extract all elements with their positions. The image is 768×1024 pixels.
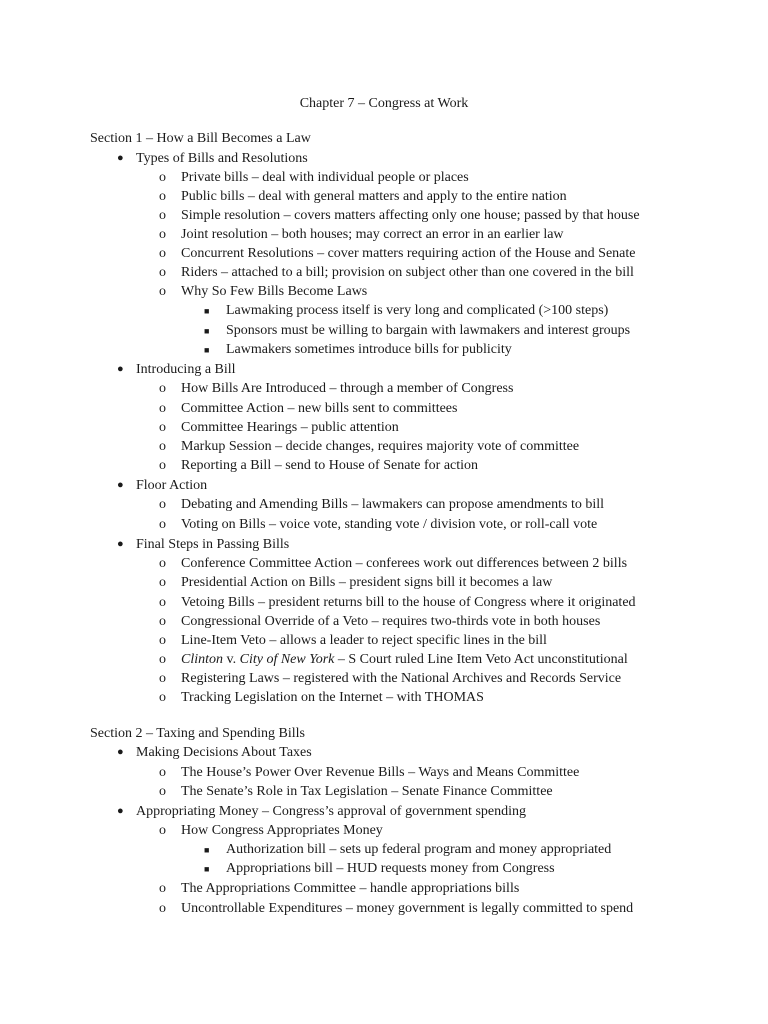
list-item: o Clinton v. City of New York – S Court ruled Line Item Veto Act unconstitutional [159, 652, 628, 667]
list-item: ■ Lawmaking process itself is very long and complicated (>100 steps) [204, 303, 609, 318]
list-item: o Tracking Legislation on the Internet – with THOMAS [159, 690, 484, 705]
list-item: o Reporting a Bill – send to House of Senate for action [159, 458, 479, 473]
list-item: o Registering Laws – registered with the National Archives and Records Service [159, 671, 622, 686]
list-item: o Concurrent Resolutions – cover matters requiring action of the House and Senate [159, 246, 636, 261]
list-item: o Committee Hearings – public attention [159, 420, 399, 435]
list-item: o Congressional Override of a Veto – requires two-thirds vote in both houses [159, 614, 601, 629]
list-item: o Joint resolution – both houses; may correct an error in an earlier law [159, 227, 564, 242]
page-title: Chapter 7 – Congress at Work [299, 96, 469, 111]
list-item: ● Introducing a Bill [117, 362, 236, 377]
section-2-heading: Section 2 – Taxing and Spending Bills [90, 726, 305, 741]
list-item: o The Appropriations Committee – handle appropriations bills [159, 881, 520, 896]
list-item: o Why So Few Bills Become Laws [159, 284, 368, 299]
case-name-city: City of New York [239, 652, 335, 667]
list-item: o The Senate’s Role in Tax Legislation – Senate Finance Committee [159, 784, 553, 799]
list-item: o Uncontrollable Expenditures – money government is legally committed to spend [159, 901, 634, 916]
list-item: o Line-Item Veto – allows a leader to reject specific lines in the bill [159, 633, 547, 648]
list-item: o Private bills – deal with individual people or places [159, 170, 469, 185]
list-item: o Simple resolution – covers matters affecting only one house; passed by that house [159, 208, 640, 223]
list-item: o Vetoing Bills – president returns bill to the house of Congress where it originated [159, 595, 636, 610]
list-item: o The House’s Power Over Revenue Bills – Ways and Means Committee [159, 765, 580, 780]
list-item: o Conference Committee Action – conferees work out differences between 2 bills [159, 556, 628, 571]
list-item: ● Making Decisions About Taxes [117, 745, 312, 760]
list-item: ■ Sponsors must be willing to bargain with lawmakers and interest groups [204, 323, 631, 338]
case-name-clinton: Clinton [181, 652, 224, 667]
list-item: o How Congress Appropriates Money [159, 823, 383, 838]
list-item: o Debating and Amending Bills – lawmakers can propose amendments to bill [159, 497, 605, 512]
list-item: o Presidential Action on Bills – president signs bill it becomes a law [159, 575, 553, 590]
list-item: ■ Lawmakers sometimes introduce bills for publicity [204, 342, 512, 357]
list-item: o Markup Session – decide changes, requires majority vote of committee [159, 439, 580, 454]
list-item: o How Bills Are Introduced – through a member of Congress [159, 381, 514, 396]
list-item: ■ Appropriations bill – HUD requests money from Congress [204, 861, 555, 876]
list-item: ● Types of Bills and Resolutions [117, 151, 308, 166]
list-item: ● Floor Action [117, 478, 208, 493]
list-item: o Public bills – deal with general matters and apply to the entire nation [159, 189, 567, 204]
list-item: o Voting on Bills – voice vote, standing vote / division vote, or roll-call vote [159, 517, 598, 532]
section-1-heading: Section 1 – How a Bill Becomes a Law [90, 131, 311, 146]
list-item: ■ Authorization bill – sets up federal program and money appropriated [204, 842, 612, 857]
list-item: ● Final Steps in Passing Bills [117, 537, 290, 552]
list-item: o Riders – attached to a bill; provision on subject other than one covered in the bill [159, 265, 634, 280]
list-item: o Committee Action – new bills sent to committees [159, 401, 458, 416]
list-item: ● Appropriating Money – Congress’s approval of government spending [117, 804, 526, 819]
